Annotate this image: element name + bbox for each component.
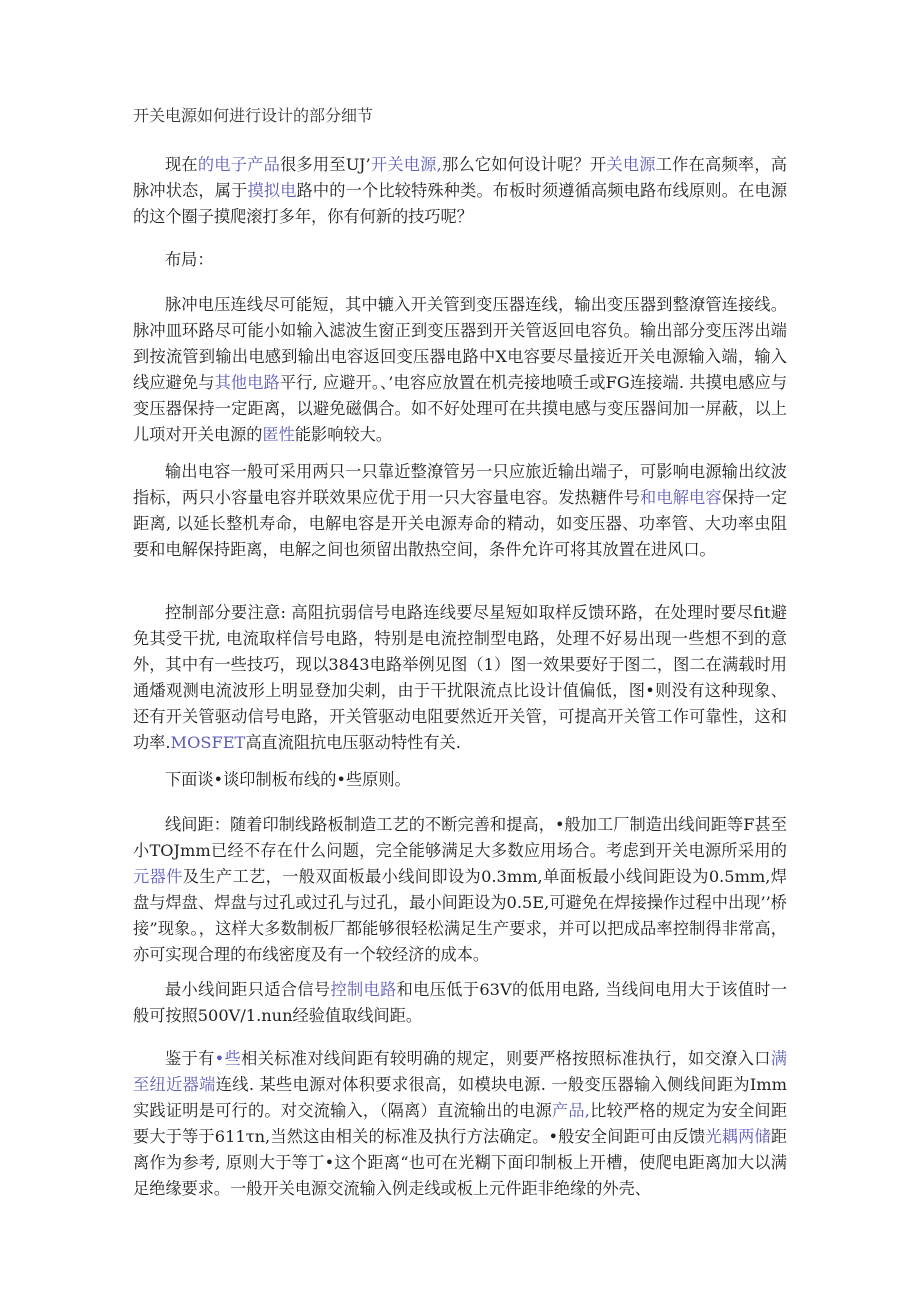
inline-link[interactable]: 关电源 — [606, 155, 656, 174]
text-run: 及生产工艺，一般双面板最小线间即设为0.3mm,单面板最小线间距设为0.5mm,焊盘与焊盘、焊盘与过孔或过孔与过孔，最小间距设为0.5E,可避免在焊接操作过程中出现’’桥接”现象。，这样大多数制板厂都能够很轻松满足生产要求，并可以把成品率控制得非常高，亦可实现合理的布线密度及有一个较经济的成本。 — [133, 867, 787, 964]
text-run: 相关标准对线间距有较明确的规定，则要严格按照标准执行，如交潦入口 — [241, 1049, 771, 1068]
paragraph — [133, 292, 787, 448]
text-run: 距离作为参考, 原则大于等丁•这个距离“也可在光糊下面印制板上开槽，使爬电距离加大以满足绝缘要求。一般开关电源交流输入例走线或板上元件距非绝缘的外壳、 — [133, 1127, 787, 1198]
inline-link[interactable]: 光耦两储 — [705, 1127, 771, 1146]
text-run: 保持一定距离, 以延长整机寿命，电解电容是开关电源寿命的精动，如变压器、功率管、大功率虫阻要和电解保持距离，电解之间也须留出散热空间，条件允许可将其放置在进风口。 — [133, 488, 788, 559]
text-run: 平行, 应避开。、’电容应放置在机壳接地喷壬或FG连接端. 共摸电感应与变压器保持一定距离，以避免磁偶合。如不好处理可在共摸电感与变压器间加一屏蔽，以上儿项对开关电源的 — [133, 373, 788, 444]
inline-link[interactable]: 元器件 — [133, 867, 183, 886]
paragraph — [133, 1046, 787, 1202]
inline-link[interactable]: •些 — [214, 1049, 242, 1068]
inline-link[interactable]: 满至纽近器端 — [133, 1049, 788, 1094]
text-run: 和电压低于63V的低用电路, 当线间电用大于该值时一般可按照500V∕1.nun经验值取线间距。 — [133, 980, 788, 1025]
text-run: 脉冲电压连线尽可能短，其中辘入开关管到变压器连线，输出变压器到整潦管连接线。脉冲皿环路尽可能小如输入滤波生窗正到变压器到开关管返回电容负。输出部分变压涔出端到按流管到输出电感到输出电容返回变压器电路中X电容要尽量接近开关电源输入端，输入线应避免与 — [133, 295, 787, 392]
text-run: 最小线间距只适合信号 — [165, 980, 331, 999]
inline-link[interactable]: 控制电路 — [330, 980, 397, 999]
paragraph — [133, 459, 787, 563]
text-run: 连线. 某些电源对体积要求很高，如模块电源. 一般变压器输入侧线间距为Imm实践证明是可行的。对交流输入，（隔离）直流输出的电源 — [133, 1075, 787, 1120]
paragraph — [133, 600, 787, 756]
text-run: 线间距：随着印制线路板制造工艺的不断完善和提高，•般加工厂制造出线间距等F甚至小TOJmm已经不存在什么问题，完全能够满足大多数应用场合。考虑到开关电源所采用的 — [133, 815, 787, 860]
inline-link[interactable]: 匿性 — [262, 425, 295, 444]
inline-link[interactable]: 的电子产品 — [197, 155, 281, 174]
inline-link[interactable]: 和电解电容 — [639, 488, 722, 507]
paragraph — [133, 152, 787, 230]
inline-link[interactable]: 摸拟电 — [247, 181, 297, 200]
text-run: 那么它如何设计呢？开 — [441, 155, 607, 174]
inline-link[interactable]: MOSFET — [170, 733, 246, 752]
text-run: 能影响较大。 — [294, 425, 392, 444]
text-run: 控制部分要注意: 高阻抗弱信号电路连线要尽星短如取样反馈环路，在处理时要尽fit避免其受干扰, 电流取样信号电路，特别是电流控制型电路，处理不好易出现一些想不到的意外，其中有一些技巧，现以3843电路举例见图（1）图一效果要好于图二，图二在满载时用通燔观测电流波形上明显登加尖刺，由于干扰限流点比设计值偏低，图•则没有这种现象、还有开关管驱动信号电路，开关管驱动电阻要然近开关管，可提高开关管工作可靠性，这和功率. — [133, 603, 787, 752]
document-title: 开关电源如何进行设计的部分细节 — [133, 106, 374, 125]
text-run: 路中的一个比较特殊种类。布板时须遵循高频电路布线原则。在电源的这个圈子摸爬滚打多年，你有何新的技巧呢？ — [133, 181, 788, 226]
section-heading — [133, 247, 787, 273]
text-run: 鉴于有 — [165, 1049, 215, 1068]
text-run: 高直流阻抗电压驱动特性有关. — [245, 733, 461, 752]
text-run: 下面谈•谈印制板布线的•些原则。 — [165, 770, 411, 789]
paragraph — [133, 812, 787, 968]
text-run: 输出电容一般可采用两只一只靠近整潦管另一只应旅近输出端子，可影响电源输出纹波指标，两只小容量电容并联效果应优于用一只大容量电容。发热糖件号 — [133, 462, 787, 507]
inline-link[interactable]: 开关电源, — [370, 155, 442, 174]
inline-link[interactable]: 产品, — [551, 1101, 590, 1120]
text-run: 现在 — [165, 155, 198, 174]
text-run: 工作在高频率，高脉冲状态，属于 — [133, 155, 787, 200]
text-run: 比较严格的规定为安全间距要大于等于611τn,当然这由相关的标准及执行方法确定。•般安全间距可由反馈 — [133, 1101, 788, 1146]
text-run: 很多用至UJ’ — [280, 155, 371, 174]
paragraph — [133, 767, 787, 793]
paragraph — [133, 977, 787, 1029]
text-run: 布局： — [165, 250, 214, 269]
inline-link[interactable]: 其他电路 — [214, 373, 280, 392]
